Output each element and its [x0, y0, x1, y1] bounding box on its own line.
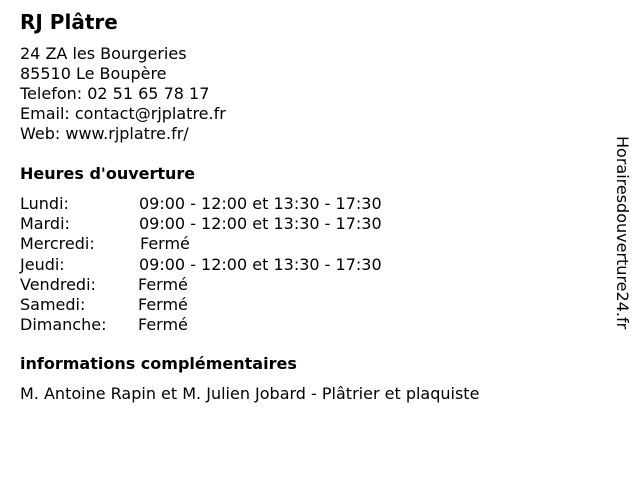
phone-line: Telefon: 02 51 65 78 17 [20, 84, 210, 103]
address-line-street: 24 ZA les Bourgeries [20, 44, 187, 63]
contact-block [20, 44, 226, 144]
day-label: Jeudi: [20, 254, 65, 274]
day-label: Samedi: [20, 295, 86, 315]
day-hours: 09:00 - 12:00 et 13:30 - 17:30 [139, 214, 382, 234]
hours-row-friday [20, 275, 382, 295]
website-line: Web: www.rjplatre.fr/ [20, 124, 189, 143]
day-hours: Fermé [138, 315, 188, 335]
day-hours: Fermé [138, 295, 188, 315]
side-watermark: Horairesdouverture24.fr [613, 136, 632, 330]
day-hours: 09:00 - 12:00 et 13:30 - 17:30 [139, 254, 382, 274]
day-hours: 09:00 - 12:00 et 13:30 - 17:30 [139, 194, 382, 213]
day-label: Mardi: [20, 214, 70, 234]
hours-row-thursday [20, 255, 382, 275]
day-label: Vendredi: [20, 274, 96, 294]
opening-hours-heading: Heures d'ouverture [20, 164, 196, 183]
email-line: Email: contact@rjplatre.fr [20, 104, 226, 123]
hours-row-saturday [20, 295, 382, 315]
hours-row-monday [20, 194, 382, 214]
day-hours: Fermé [140, 234, 190, 254]
opening-hours-table [20, 194, 382, 335]
hours-row-wednesday [20, 234, 382, 254]
hours-row-tuesday [20, 214, 382, 234]
hours-row-sunday [20, 315, 382, 335]
day-label: Dimanche: [20, 315, 107, 335]
day-label: Mercredi: [20, 234, 95, 254]
day-label: Lundi: [20, 194, 69, 213]
business-name: RJ Plâtre [20, 10, 118, 34]
day-hours: Fermé [138, 274, 188, 294]
address-line-city: 85510 Le Boupère [20, 64, 167, 83]
additional-info-heading: informations complémentaires [20, 354, 297, 373]
additional-info-text: M. Antoine Rapin et M. Julien Jobard - Plâtrier et plaquiste [20, 384, 480, 403]
